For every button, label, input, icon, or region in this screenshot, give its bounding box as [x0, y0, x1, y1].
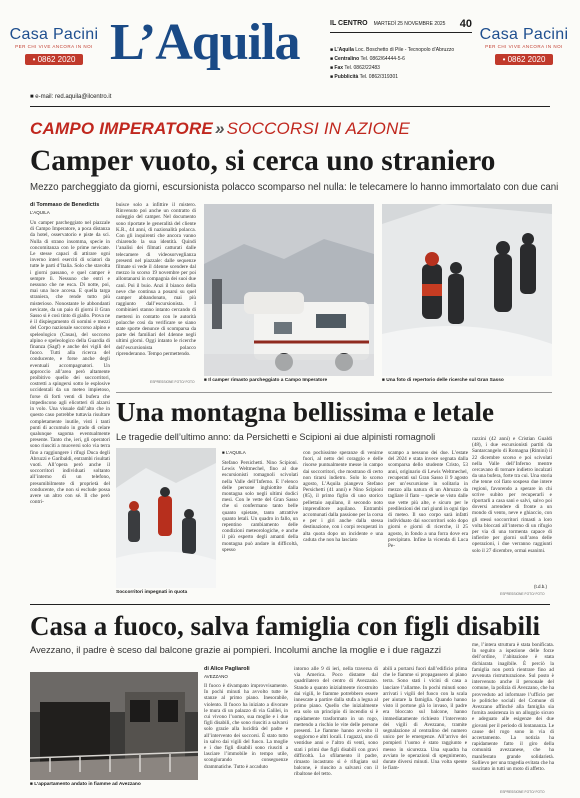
story3-column-2: intorno alle 9 di ieri, nella traversa di via America. Poco distante dal quadrilatero del centro di Avezzano. Stando a quanto inizialmente ricostruito dai vigili, le fiamme potrebbero essere innescate a partire dalla stufa a legna al primo piano. Quello che inizialmente era solo un principio di incendio si è rapidamente trasformato in un rogo, mettendo a rischio le vite delle persone presenti. Le fiamme hanno avvolto il soggiorno e altri locali. I ragazzi, uno di ventidue anni e l’altro di venti, sono stati i primi due figli disabili con gravi difficoltà. Lo sfilamento il padre, rimasto incastrato si è rifugiato sul balcone, è riuscito a salvarsi con il ribaltone del tetto. — [294, 666, 378, 778]
burned-apartment-illustration — [30, 672, 198, 780]
story2-headline: Una montagna bellissima e letale — [116, 397, 494, 427]
header-divider — [30, 106, 550, 107]
email-address[interactable]: red.aquila@ilcentro.it — [54, 94, 112, 100]
logo-left — [6, 26, 102, 67]
story1-kicker — [30, 118, 550, 140]
mountain-rescue-illustration — [116, 448, 216, 588]
story3-column-4: me, l’intera struttura è stata bonificata. In seguito a ispezione delle forze dell’ordine, l’abitazione è stata dichiarata inagibile. È perciò la famiglia non potrà rientrare fino ad avvenuta ristrutturazione. Sul posto è intervenuto anche il personale del comune, la polizia di Avezzano, che ha provveduto ad informare l’ufficio per le politiche sociali del Comune di Avezzano affinché alla famiglia sia fornita assistenza in un alloggio sicuro e adeguato alle esigenze dei due giovani per il periodo di lontananza. Le cause del rogo sono in via di accertamento. La notizia ha rapidamente fatto il giro della comunità avezzanese, che ha manifestato grande solidarietà. Sollievo per una tragedia evitata che ha suscitato in tutti un moto di affetto. — [472, 642, 554, 773]
story2-credit: ESPRESSIONE FOTO/ FOTO — [500, 592, 545, 596]
story2-column-2: con pochissime speranze di venirne fuori, al netto del coraggio e delle risorse puntualmente messe in campo dai soccorritori, che mostrano di certo non tirarsi indietro. Solo lo scorso agosto, L’Aquila piangeva Stefano Persichetti (41 anni) e Nino Scipioni (85), il primo figlio di uno storico pellettaio aquilano, il secondo noto imprenditore aquilano. Entrambi accomunati dalla passione per la corsa e per i giri anche dalla stessa destinazione, con i corpi recuperati in alta quota dopo un incidente e una caduta che non ha lasciato — [303, 450, 383, 543]
fire-photo-caption: ■ L’appartamento andato in fiamme ad Avezzano — [30, 782, 141, 787]
logo-right-phone: • 0862 2020 — [495, 54, 554, 65]
issue-date: MARTEDÌ 25 NOVEMBRE 2025 — [373, 21, 446, 27]
camper-photo-credit: ESPRESSIONE FOTO/ FOTO — [150, 380, 195, 384]
story1-column-1: Un camper parcheggiato nel piazzale di Campo Imperatore, a poca distanza da hotel, osservatorio e piste da sci. Nulla di strano insomma, specie in concomitanza con le prime nevicate. Le stesse capaci di attirare ogni inverno interi eserciti di sciatori da tutte le parti d’Italia. Solo che stavolta i giorni passano, e quel camper è sempre lì. Nessuno che entri e nessuno che ne esca. Di notte, poi, mai una luce accesa. E quella targa straniera, che rende tutto più misterioso. Nonostante le abbondanti nevicate, da un paio di giorni il Gran Sasso si è così tinto di giallo. Prova ne è il dispiegamento di uomini e mezzi del Corpo nazionale soccorso alpino e speleologico (Cnsas), del soccorso alpino e speleologico della Guardia di finanza (Sagf) e anche dei vigili del fuoco. Tutti alla ricerca del conducente, e forse anche degli eventuali accompagnatori. Un approccio all’area però altamente proibitivo quello dei soccorritori, costretti a spingersi sotto le esplosive uccidentali da un meteo impietoso, forse di forti venti di bufera che impediscono agli elicotteri di alzarsi in volo. Una visuale dall’alto che in questo caso potrebbe tuttavia risultare completamente inutile, visti i tanti punti di accumulo in grado di celare qualunque sagoma eventualmente presente. Tanto che, ieri, gli operatori sono riusciti a muoversi solo via terra fino a raggiungere i rifugi Duca degli Abruzzi e Garibaldi, entrambi risultati vuoti. All’opera però anche il soccorritori individuati soltanto all’interno di un telefono, presumibilmente di proprietà del conducente, che non si esclude possa avere un altro con sé. Il che però contri- — [30, 220, 110, 506]
logo-left-phone: • 0862 2020 — [25, 54, 84, 65]
contact-row: ■ Fax Tel. 0862/22483 — [330, 65, 380, 71]
story1-byline: di Tommaso de Benedictis — [30, 202, 100, 208]
story2-column-4: razzini (42 anni) e Cristian Gualdi (48), i due escursionisti partiti da Santarcangelo di Romagna (Rimini) il 22 dicembre scorso e poi scivolati nella Valle dell’Inferno mentre cercavano di tornare indietro incalzati da una bufera, forte tra cui. Una storia che tenne col fiato sospeso due intere regioni, favorendo a sperare in chi scrive subito per recuperarli e riportarli a casa sani e salvi, salvo poi doversi arrendere di fronte a un mondo di vento, neve e ghiaccio, con gli stessi soccorritori rimasti a loro volta bloccati all’interno di un rifugio per via di una tormenta capace di infierire per giorni sull’area delle operazioni, i due verranno raggiunti solo il 27 dicembre, ormai esanimi. — [472, 436, 552, 554]
story2-photo — [116, 448, 216, 588]
rescue-photo-caption: ■ Una foto di repertorio delle ricerche sul Gran Sasso — [382, 378, 504, 383]
story3-byline-place: AVEZZANO — [204, 674, 228, 679]
story2-subhead: Le tragedie dell’ultimo anno: da Persichetti e Scipioni ai due alpinisti romagnoli — [116, 432, 436, 442]
logo-left-name: Casa Pacini — [9, 26, 99, 43]
story2-initials: (t.d.b.) — [534, 584, 548, 589]
logo-left-tagline: PER CHI VIVE ANCORA IN NOI — [15, 44, 93, 49]
logo-right-name: Casa Pacini — [479, 26, 569, 43]
story1-subhead: Mezzo parcheggiato da giorni, escursionista polacco scomparso nel nulla: le telecamere lo hanno immortalato con due cani — [30, 182, 559, 193]
story2-place: ■ L’AQUILA — [222, 450, 246, 455]
masthead-bar — [330, 20, 472, 33]
email-icon: ■ — [30, 94, 34, 100]
camper-illustration — [204, 204, 374, 376]
page-number: 40 — [459, 18, 472, 30]
kicker-topic: CAMPO IMPERATORE — [30, 119, 213, 138]
story1-column-2: buisce solo a infittire il mistero. Rinvenuto poi anche un contratto di noleggio del camper. Nel documento sono riportate le generalità del cliente K.R., 44 anni, di nazionalità polacca. Con gli inquirenti che ancora vanno chiarendo la sua identità. Quindi l’analisi dei filmati catturati dalle telecamere di videosorveglianza presenti nel piazzale: dalle sequenze filmate si vede il 44enne scendere dal mezzo lo scorso 19 novembre per poi allontanarsi in compagnia dei suoi due cani. Poi il buio. Anzi il bianco della neve che continua a posarsi su quel camper abbandonato, mai più raggiunto dall’escursionista. I combinieri stanno intanto cercando di mettersi in contatto con le autorità polacche così da verificare se siano state sporte denunce di scomparsa da parte dei familiari del 44enne negli ultimi giorni. Oggi intanto le ricerche dell’escursionista polacco riprenderanno. Tempo permettendo. — [116, 202, 196, 357]
story3-column-3: abili a portarsi fuori dall’edificio prima che le fiamme si propagassero al piano terra. Sono stati i vicini di casa a lanciare l’allarme. In pochi minuti sono arrivati i vigili del fuoco con la scala per aiutare la famiglia. Quando hanno visto il portone già lo invaso, il padre era bloccato sul balcone, hanno immediatamente richiesto l’intervento dei vigili di Avezzano, tramite segnalazione al centralino del numero unico per le emergenze. All’arrivo dei pompieri l’uomo è stato raggiunto e messo in sicurezza. Una squadra ha avviato le operazioni di spegnimento, durate diversi minuti. Una volta spente le fiam- — [383, 666, 467, 772]
phone-icon: • — [502, 55, 506, 64]
contact-row: ■ Centralino Tel. 0862/64444-5-6 — [330, 56, 405, 62]
story2-divider — [116, 392, 552, 393]
camper-photo-caption: ■ Il camper rimasto parcheggiato a Campo Imperatore — [204, 378, 328, 383]
kicker-subtopic: SOCCORSI IN AZIONE — [226, 119, 411, 138]
paper-name: IL CENTRO — [330, 20, 368, 27]
story2-photo-caption: Soccorritori impegnati in quota — [116, 590, 188, 595]
logo-right-tagline: PER CHI VIVE ANCORA IN NOI — [485, 44, 563, 49]
story3-divider — [30, 604, 550, 605]
camper-photo — [204, 204, 374, 376]
rescue-illustration — [382, 204, 552, 376]
contact-row: ■ Pubblicità Tel. 0862/319301 — [330, 74, 399, 80]
story1-byline-place: L’AQUILA — [30, 210, 50, 215]
story2-column-1: Stefano Persichetti. Nino Scipioni. Lewis Weltmechel, fino al due escursionisti romagnoli scivolati nella Valle dell’Inferno. E l’elenco delle persone inghiottite dalla montagna solo negli ultimi dodici mesi. Con le vette del Gran Sasso che si confermano tanto belle quanto spietate, tanto attrattive quanto letali. Un quadro in fallo, un repentino cambiamento delle condizioni meteorologiche, e anche il più esperto degli amanti della montagna può andare in difficoltà, spesso — [222, 460, 298, 553]
section-title: L’Aquila — [110, 14, 300, 71]
story1-headline: Camper vuoto, si cerca uno straniero — [30, 145, 496, 177]
contact-info — [330, 46, 475, 82]
fire-photo — [30, 672, 198, 780]
story3-credit: ESPRESSIONE FOTO/ FOTO — [500, 790, 545, 794]
email-line: ■ e-mail: red.aquila@ilcentro.it — [30, 94, 112, 100]
story3-headline: Casa a fuoco, salva famiglia con figli disabili — [30, 611, 541, 641]
contact-row: ■ L’Aquila Loc. Boschetto di Pile - Tecnopolo d’Abruzzo — [330, 47, 455, 53]
story3-subhead: Avezzano, il padre è sceso dal balcone grazie ai pompieri. Incolumi anche la moglie e i due ragazzi — [30, 644, 441, 655]
story3-column-1: Il fuoco è divampato improvvisamente. In pochi minuti ha avvolto tutte le stanze al primo piano. Inesorabile, violento. Il fuoco ha iniziato a divorare le mura di un palazzo di via Galilei, in cui vivono l’uomo, sua moglie e i due figli disabili, che sono riusciti a salvarsi solo grazie alla lucidità del padre e all’intervento dei soccorsi. È stato tutto in salvo dai vigili del fuoco. La moglie e i due figli disabili sono riusciti a lasciare l’immobile in tempo utile, scongiurando conseguenze drammatiche. Tutto è accaduto — [204, 683, 288, 770]
story2-column-3: scampo a nessuno dei due. L’estate del 2024 e stata invece segnata dalla scomparsa dello studente Cristo, 53 anni, originario di Lewis Weltmechel, recuperati sul Gran Sasso il 9 agosto per un’escursione in solitaria in mezzo alla natura di un Abruzzo da tagliare il fiato – specie se visto dalle sue vette più alte, e sicuro per le predilezioni dei rari giunti in ogni tipo di meteo. Il suo corpo sarà infatti individuato dai soccorritori solo dopo giorni e giorni di ricerche, il 25 agosto, in fondo a una forra dove era precipitato. Infine la vicenda di Luca Pe- — [388, 450, 468, 550]
kicker-separator: » — [214, 119, 225, 138]
rescue-photo — [382, 204, 552, 376]
logo-right — [474, 26, 574, 67]
story3-byline: di Alice Pagliaroli — [204, 666, 250, 672]
phone-icon: • — [32, 55, 36, 64]
